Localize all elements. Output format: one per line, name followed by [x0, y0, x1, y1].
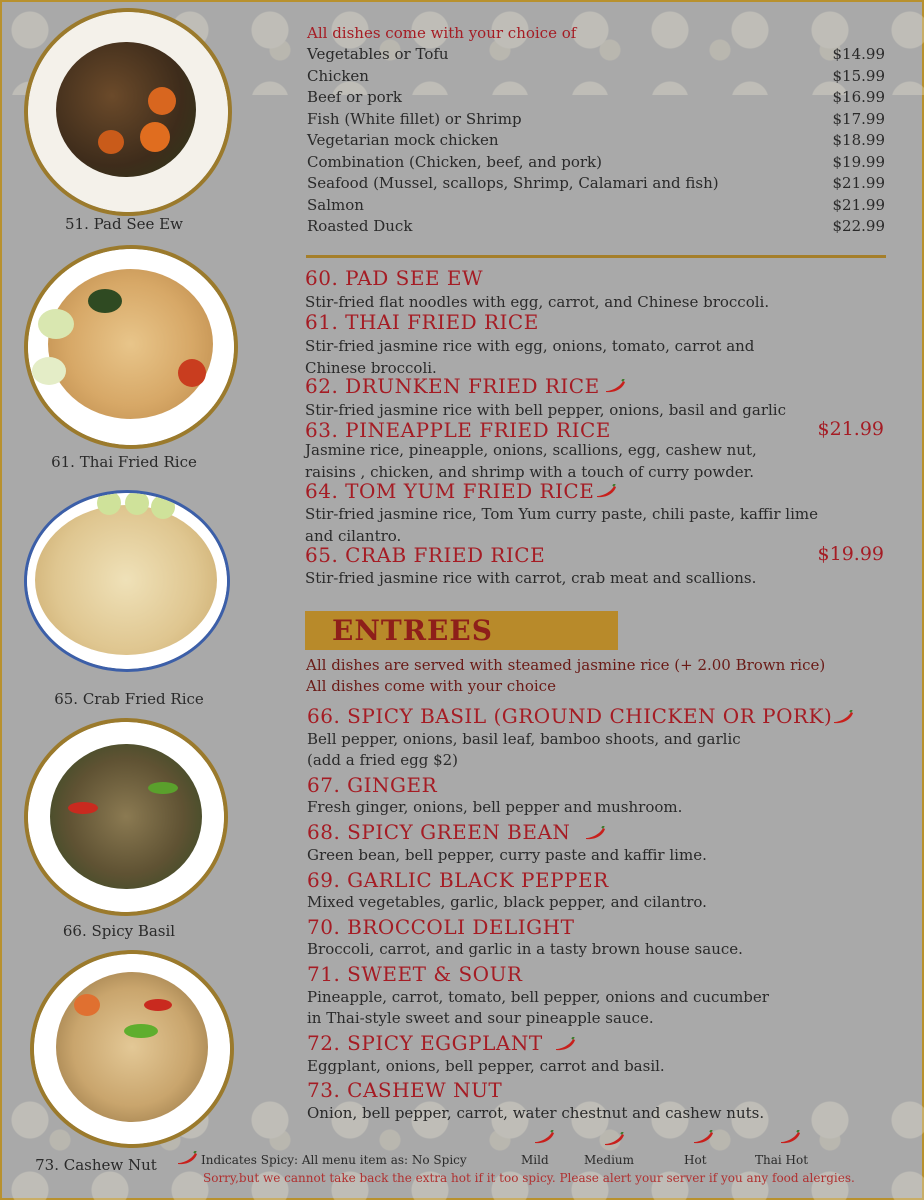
dish-description: Chinese broccoli.	[305, 358, 437, 377]
chili-icon	[603, 1132, 625, 1146]
legend-disclaimer: Sorry,but we cannot take back the extra hot if it too spicy. Please alert your server if you any food alergies.	[203, 1171, 855, 1185]
chili-icon	[595, 484, 617, 498]
dish-description: Mixed vegetables, garlic, black pepper, and cilantro.	[307, 893, 707, 911]
dish-description: Onion, bell pepper, carrot, water chestnut and cashew nuts.	[307, 1104, 765, 1122]
dish-price: $19.99	[817, 543, 884, 565]
photo-caption: 66. Spicy Basil	[62, 922, 176, 940]
dish-description: (add a fried egg $2)	[307, 751, 459, 769]
dish-title: 66. SPICY BASIL (GROUND CHICKEN OR PORK)	[307, 704, 833, 728]
dish-description: Broccoli, carrot, and garlic in a tasty brown house sauce.	[307, 940, 743, 958]
choice-item-name: Seafood (Mussel, scallops, Shrimp, Calamari and fish)	[307, 174, 719, 192]
choice-item-price: $22.99	[832, 217, 885, 235]
dish-title: 72. SPICY EGGPLANT	[307, 1031, 543, 1055]
dish-title: 62. DRUNKEN FRIED RICE	[305, 374, 600, 398]
legend-level: Mild	[521, 1153, 549, 1167]
dish-title: 70. BROCCOLI DELIGHT	[307, 915, 575, 939]
entrees-banner-title: ENTREES	[332, 614, 493, 647]
dish-title: 64. TOM YUM FRIED RICE	[305, 479, 595, 503]
dish-description: Stir-fried flat noodles with egg, carrot, and Chinese broccoli.	[305, 293, 770, 311]
photo-caption: 61. Thai Fried Rice	[51, 453, 197, 471]
dish-description: and cilantro.	[305, 526, 402, 545]
dish-title: 63. PINEAPPLE FRIED RICE	[305, 418, 611, 442]
choice-item-name: Salmon	[307, 195, 364, 214]
dish-description: Stir-fried jasmine rice with bell pepper, onions, basil and garlic	[305, 401, 786, 419]
legend-level: Thai Hot	[755, 1153, 809, 1167]
dish-description: Stir-fried jasmine rice, Tom Yum curry paste, chili paste, kaffir lime	[305, 505, 818, 523]
dish-title: 71. SWEET & SOUR	[307, 962, 523, 986]
chili-icon	[604, 379, 626, 393]
choice-item-name: Vegetarian mock chicken	[307, 131, 499, 149]
photo-caption: 65. Crab Fried Rice	[54, 690, 204, 708]
dish-title: 67. GINGER	[307, 773, 438, 797]
choice-item-price: $21.99	[832, 195, 885, 214]
dish-description: Green bean, bell pepper, curry paste and kaffir lime.	[307, 846, 707, 864]
dish-title: 61. THAI FRIED RICE	[305, 310, 539, 334]
choice-item-price: $16.99	[832, 88, 885, 106]
dish-description: raisins , chicken, and shrimp with a touch of curry powder.	[305, 462, 754, 481]
photo-crab-fried-rice	[24, 490, 230, 672]
choice-item-name: Fish (White fillet) or Shrimp	[307, 109, 522, 128]
choice-item-price: $21.99	[832, 174, 885, 192]
photo-pad-see-ew	[24, 8, 232, 216]
choice-item-price: $18.99	[832, 131, 885, 149]
chili-icon	[533, 1130, 555, 1144]
dish-description: Bell pepper, onions, basil leaf, bamboo shoots, and garlic	[307, 730, 741, 748]
chili-icon	[584, 826, 606, 840]
entrees-banner	[305, 611, 618, 650]
choice-item-name: Roasted Duck	[307, 217, 413, 235]
chili-icon	[692, 1130, 714, 1144]
entrees-note: All dishes come with your choice	[306, 677, 556, 695]
dish-description: Stir-fried jasmine rice with egg, onions, tomato, carrot and	[305, 337, 755, 355]
divider	[306, 255, 886, 258]
choice-heading: All dishes come with your choice of	[307, 24, 577, 42]
chili-icon	[176, 1151, 198, 1165]
choice-item-price: $15.99	[832, 66, 885, 85]
photo-caption: 51. Pad See Ew	[65, 215, 183, 233]
legend-level: Hot	[684, 1153, 707, 1167]
chili-icon	[554, 1037, 576, 1051]
choice-item-price: $14.99	[832, 45, 885, 63]
dish-description: Jasmine rice, pineapple, onions, scallions, egg, cashew nut,	[305, 441, 757, 459]
choice-item-price: $17.99	[832, 109, 885, 128]
dish-description: Stir-fried jasmine rice with carrot, crab meat and scallions.	[305, 569, 757, 587]
dish-title: 73. CASHEW NUT	[307, 1078, 503, 1102]
chili-icon	[779, 1130, 801, 1144]
choice-item-name: Combination (Chicken, beef, and pork)	[307, 152, 602, 171]
photo-caption: 73. Cashew Nut	[35, 1156, 157, 1174]
legend-indicates: Indicates Spicy: All menu item as: No Spicy	[201, 1153, 467, 1167]
dish-description: in Thai-style sweet and sour pineapple sauce.	[307, 1009, 654, 1027]
legend-level: Medium	[584, 1153, 635, 1167]
photo-cashew-nut	[30, 950, 234, 1148]
photo-thai-fried-rice	[24, 245, 238, 449]
dish-description: Fresh ginger, onions, bell pepper and mushroom.	[307, 798, 683, 816]
photo-spicy-basil	[24, 718, 228, 916]
entrees-note: All dishes are served with steamed jasmine rice (+ 2.00 Brown rice)	[306, 656, 826, 674]
dish-price: $21.99	[817, 418, 884, 440]
dish-description: Pineapple, carrot, tomato, bell pepper, onions and cucumber	[307, 988, 769, 1006]
chili-icon	[832, 710, 854, 724]
choice-item-name: Chicken	[307, 66, 369, 85]
dish-title: 60. PAD SEE EW	[305, 266, 484, 290]
dish-title: 68. SPICY GREEN BEAN	[307, 820, 571, 844]
dish-title: 65. CRAB FRIED RICE	[305, 543, 546, 567]
dish-description: Eggplant, onions, bell pepper, carrot and basil.	[307, 1057, 665, 1075]
choice-item-name: Beef or pork	[307, 88, 402, 106]
dish-title: 69. GARLIC BLACK PEPPER	[307, 868, 609, 892]
choice-item-name: Vegetables or Tofu	[307, 45, 449, 63]
choice-item-price: $19.99	[832, 152, 885, 171]
